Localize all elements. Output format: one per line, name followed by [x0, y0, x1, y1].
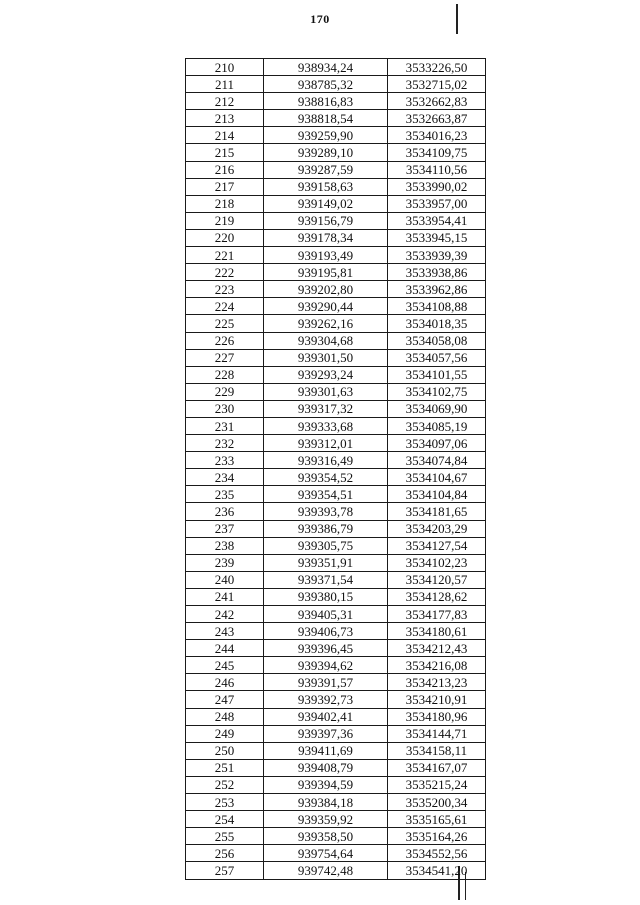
x-coordinate-cell: 939195,81: [264, 264, 388, 281]
x-coordinate-cell: 939312,01: [264, 435, 388, 452]
y-coordinate-cell: 3534144,71: [388, 725, 486, 742]
point-number-cell: 245: [186, 657, 264, 674]
table-row: [186, 794, 486, 811]
y-coordinate-cell: 3534018,35: [388, 315, 486, 332]
table-row: [186, 93, 486, 110]
y-coordinate-cell: 3534109,75: [388, 144, 486, 161]
point-number-cell: 240: [186, 571, 264, 588]
x-coordinate-cell: 939359,92: [264, 811, 388, 828]
point-number-cell: 216: [186, 161, 264, 178]
point-number-cell: 227: [186, 349, 264, 366]
y-coordinate-cell: 3534203,29: [388, 520, 486, 537]
point-number-cell: 231: [186, 417, 264, 434]
y-coordinate-cell: 3534058,08: [388, 332, 486, 349]
y-coordinate-cell: 3533990,02: [388, 178, 486, 195]
x-coordinate-cell: 939354,52: [264, 469, 388, 486]
point-number-cell: 226: [186, 332, 264, 349]
point-number-cell: 225: [186, 315, 264, 332]
table-row: [186, 845, 486, 862]
point-number-cell: 224: [186, 298, 264, 315]
y-coordinate-cell: 3534552,56: [388, 845, 486, 862]
table-row: [186, 161, 486, 178]
table-row: [186, 503, 486, 520]
x-coordinate-cell: 939317,32: [264, 400, 388, 417]
x-coordinate-cell: 938816,83: [264, 93, 388, 110]
x-coordinate-cell: 939406,73: [264, 623, 388, 640]
x-coordinate-cell: 939393,78: [264, 503, 388, 520]
x-coordinate-cell: 939149,02: [264, 195, 388, 212]
y-coordinate-cell: 3534085,19: [388, 417, 486, 434]
y-coordinate-cell: 3534180,61: [388, 623, 486, 640]
table-row: [186, 674, 486, 691]
table-row: [186, 59, 486, 76]
point-number-cell: 219: [186, 212, 264, 229]
table-row: [186, 264, 486, 281]
x-coordinate-cell: 939316,49: [264, 452, 388, 469]
x-coordinate-cell: 939394,62: [264, 657, 388, 674]
table-row: [186, 742, 486, 759]
point-number-cell: 213: [186, 110, 264, 127]
x-coordinate-cell: 938934,24: [264, 59, 388, 76]
table-row: [186, 281, 486, 298]
y-coordinate-cell: 3534180,96: [388, 708, 486, 725]
point-number-cell: 256: [186, 845, 264, 862]
y-coordinate-cell: 3533962,86: [388, 281, 486, 298]
point-number-cell: 246: [186, 674, 264, 691]
x-coordinate-cell: 939193,49: [264, 247, 388, 264]
point-number-cell: 248: [186, 708, 264, 725]
point-number-cell: 223: [186, 281, 264, 298]
table-row: [186, 759, 486, 776]
x-coordinate-cell: 939754,64: [264, 845, 388, 862]
table-row: [186, 571, 486, 588]
point-number-cell: 228: [186, 366, 264, 383]
table-row: [186, 776, 486, 793]
table-row: [186, 178, 486, 195]
point-number-cell: 255: [186, 828, 264, 845]
table-row: [186, 469, 486, 486]
point-number-cell: 220: [186, 229, 264, 246]
x-coordinate-cell: 939354,51: [264, 486, 388, 503]
table-row: [186, 537, 486, 554]
x-coordinate-cell: 939358,50: [264, 828, 388, 845]
point-number-cell: 238: [186, 537, 264, 554]
y-coordinate-cell: 3533226,50: [388, 59, 486, 76]
table-row: [186, 400, 486, 417]
y-coordinate-cell: 3534181,65: [388, 503, 486, 520]
table-row: [186, 828, 486, 845]
table-row: [186, 623, 486, 640]
x-coordinate-cell: 939380,15: [264, 588, 388, 605]
x-coordinate-cell: 939386,79: [264, 520, 388, 537]
x-coordinate-cell: 939156,79: [264, 212, 388, 229]
y-coordinate-cell: 3534101,55: [388, 366, 486, 383]
y-coordinate-cell: 3534177,83: [388, 606, 486, 623]
coordinates-table-body: [186, 59, 486, 880]
table-row: [186, 349, 486, 366]
y-coordinate-cell: 3534212,43: [388, 640, 486, 657]
x-coordinate-cell: 939742,48: [264, 862, 388, 879]
y-coordinate-cell: 3534069,90: [388, 400, 486, 417]
point-number-cell: 214: [186, 127, 264, 144]
x-coordinate-cell: 939304,68: [264, 332, 388, 349]
x-coordinate-cell: 939178,34: [264, 229, 388, 246]
coordinates-table: [185, 58, 486, 880]
y-coordinate-cell: 3533938,86: [388, 264, 486, 281]
y-coordinate-cell: 3534541,20: [388, 862, 486, 879]
point-number-cell: 222: [186, 264, 264, 281]
point-number-cell: 251: [186, 759, 264, 776]
y-coordinate-cell: 3533957,00: [388, 195, 486, 212]
table-row: [186, 520, 486, 537]
table-row: [186, 298, 486, 315]
y-coordinate-cell: 3534102,75: [388, 383, 486, 400]
point-number-cell: 250: [186, 742, 264, 759]
point-number-cell: 232: [186, 435, 264, 452]
point-number-cell: 252: [186, 776, 264, 793]
point-number-cell: 253: [186, 794, 264, 811]
point-number-cell: 212: [186, 93, 264, 110]
point-number-cell: 217: [186, 178, 264, 195]
table-row: [186, 862, 486, 879]
table-row: [186, 435, 486, 452]
x-coordinate-cell: 939289,10: [264, 144, 388, 161]
table-row: [186, 640, 486, 657]
point-number-cell: 234: [186, 469, 264, 486]
y-coordinate-cell: 3533945,15: [388, 229, 486, 246]
point-number-cell: 244: [186, 640, 264, 657]
y-coordinate-cell: 3534074,84: [388, 452, 486, 469]
point-number-cell: 230: [186, 400, 264, 417]
point-number-cell: 254: [186, 811, 264, 828]
table-row: [186, 247, 486, 264]
y-coordinate-cell: 3534097,06: [388, 435, 486, 452]
y-coordinate-cell: 3532662,83: [388, 93, 486, 110]
point-number-cell: 211: [186, 76, 264, 93]
table-row: [186, 76, 486, 93]
table-row: [186, 212, 486, 229]
point-number-cell: 242: [186, 606, 264, 623]
table-row: [186, 811, 486, 828]
point-number-cell: 218: [186, 195, 264, 212]
y-coordinate-cell: 3533954,41: [388, 212, 486, 229]
table-row: [186, 144, 486, 161]
point-number-cell: 239: [186, 554, 264, 571]
table-row: [186, 383, 486, 400]
table-row: [186, 657, 486, 674]
point-number-cell: 233: [186, 452, 264, 469]
point-number-cell: 221: [186, 247, 264, 264]
x-coordinate-cell: 939391,57: [264, 674, 388, 691]
y-coordinate-cell: 3534016,23: [388, 127, 486, 144]
point-number-cell: 241: [186, 588, 264, 605]
x-coordinate-cell: 939351,91: [264, 554, 388, 571]
y-coordinate-cell: 3534108,88: [388, 298, 486, 315]
table-row: [186, 417, 486, 434]
y-coordinate-cell: 3534127,54: [388, 537, 486, 554]
y-coordinate-cell: 3534120,57: [388, 571, 486, 588]
margin-mark-top: [456, 4, 458, 34]
point-number-cell: 257: [186, 862, 264, 879]
table-row: [186, 606, 486, 623]
table-row: [186, 452, 486, 469]
y-coordinate-cell: 3533939,39: [388, 247, 486, 264]
y-coordinate-cell: 3535164,26: [388, 828, 486, 845]
y-coordinate-cell: 3535200,34: [388, 794, 486, 811]
x-coordinate-cell: 939402,41: [264, 708, 388, 725]
point-number-cell: 243: [186, 623, 264, 640]
x-coordinate-cell: 939287,59: [264, 161, 388, 178]
point-number-cell: 215: [186, 144, 264, 161]
y-coordinate-cell: 3534104,84: [388, 486, 486, 503]
table-row: [186, 127, 486, 144]
x-coordinate-cell: 939408,79: [264, 759, 388, 776]
table-row: [186, 195, 486, 212]
point-number-cell: 249: [186, 725, 264, 742]
x-coordinate-cell: 938785,32: [264, 76, 388, 93]
y-coordinate-cell: 3534158,11: [388, 742, 486, 759]
x-coordinate-cell: 939397,36: [264, 725, 388, 742]
x-coordinate-cell: 939293,24: [264, 366, 388, 383]
y-coordinate-cell: 3534110,56: [388, 161, 486, 178]
table-row: [186, 708, 486, 725]
x-coordinate-cell: 939301,63: [264, 383, 388, 400]
x-coordinate-cell: 939305,75: [264, 537, 388, 554]
x-coordinate-cell: 939202,80: [264, 281, 388, 298]
x-coordinate-cell: 939396,45: [264, 640, 388, 657]
x-coordinate-cell: 939259,90: [264, 127, 388, 144]
table-row: [186, 691, 486, 708]
x-coordinate-cell: 939394,59: [264, 776, 388, 793]
y-coordinate-cell: 3532715,02: [388, 76, 486, 93]
y-coordinate-cell: 3534104,67: [388, 469, 486, 486]
point-number-cell: 237: [186, 520, 264, 537]
point-number-cell: 229: [186, 383, 264, 400]
point-number-cell: 236: [186, 503, 264, 520]
y-coordinate-cell: 3534128,62: [388, 588, 486, 605]
y-coordinate-cell: 3532663,87: [388, 110, 486, 127]
page-number: 170: [310, 12, 330, 26]
x-coordinate-cell: 939301,50: [264, 349, 388, 366]
x-coordinate-cell: 939371,54: [264, 571, 388, 588]
x-coordinate-cell: 939158,63: [264, 178, 388, 195]
table-row: [186, 554, 486, 571]
x-coordinate-cell: 939333,68: [264, 417, 388, 434]
y-coordinate-cell: 3534102,23: [388, 554, 486, 571]
table-row: [186, 229, 486, 246]
x-coordinate-cell: 938818,54: [264, 110, 388, 127]
table-row: [186, 486, 486, 503]
y-coordinate-cell: 3535215,24: [388, 776, 486, 793]
x-coordinate-cell: 939405,31: [264, 606, 388, 623]
y-coordinate-cell: 3534213,23: [388, 674, 486, 691]
table-row: [186, 110, 486, 127]
x-coordinate-cell: 939411,69: [264, 742, 388, 759]
table-row: [186, 366, 486, 383]
y-coordinate-cell: 3534057,56: [388, 349, 486, 366]
point-number-cell: 210: [186, 59, 264, 76]
x-coordinate-cell: 939290,44: [264, 298, 388, 315]
point-number-cell: 235: [186, 486, 264, 503]
y-coordinate-cell: 3534210,91: [388, 691, 486, 708]
x-coordinate-cell: 939384,18: [264, 794, 388, 811]
table-row: [186, 725, 486, 742]
y-coordinate-cell: 3535165,61: [388, 811, 486, 828]
y-coordinate-cell: 3534167,07: [388, 759, 486, 776]
x-coordinate-cell: 939262,16: [264, 315, 388, 332]
table-row: [186, 315, 486, 332]
y-coordinate-cell: 3534216,08: [388, 657, 486, 674]
x-coordinate-cell: 939392,73: [264, 691, 388, 708]
table-row: [186, 588, 486, 605]
table-row: [186, 332, 486, 349]
point-number-cell: 247: [186, 691, 264, 708]
